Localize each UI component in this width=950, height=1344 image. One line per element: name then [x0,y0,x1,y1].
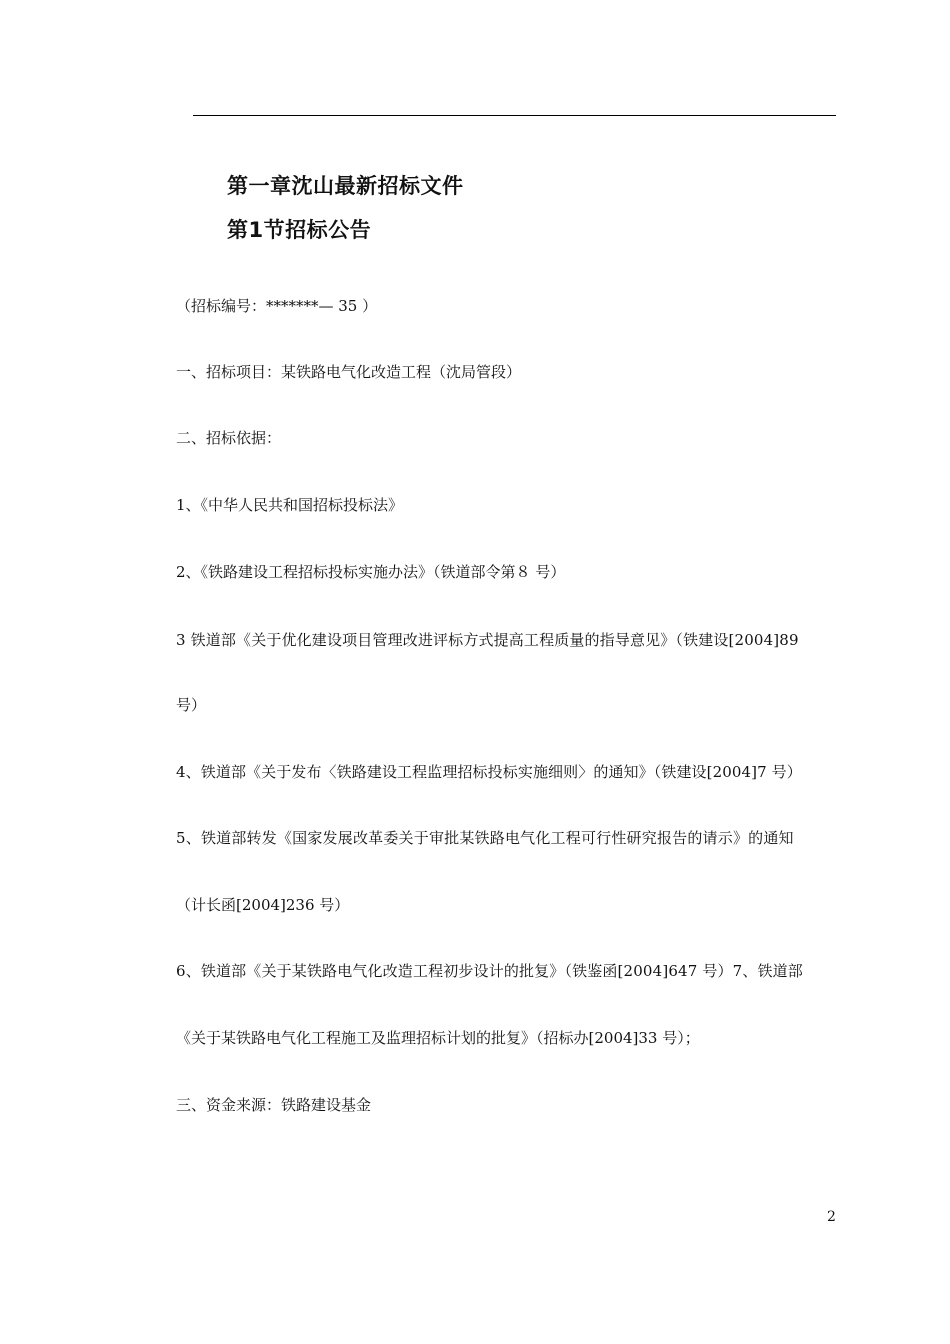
tender-basis-heading: 二、招标依据： [176,429,282,447]
basis-item-6-line-2: 《关于某铁路电气化工程施工及监理招标计划的批复》（招标办[2004]33 号）； [176,1029,700,1047]
funding-source: 三、资金来源：铁路建设基金 [176,1096,372,1114]
basis-item-5-line-2: （计长函[2004]236 号） [176,896,350,914]
basis-item-5-line-1: 5、铁道部转发《国家发展改革委关于审批某铁路电气化工程可行性研究报告的请示》的通知 [176,829,794,847]
basis-item-2: 2、《铁路建设工程招标投标实施办法》（铁道部令第８ 号） [176,563,566,581]
basis-item-1: 1、《中华人民共和国招标投标法》 [176,496,404,514]
section-title: 第1节招标公告 [227,218,372,242]
basis-item-3-line-2: 号） [176,696,207,714]
basis-item-6-line-1: 6、铁道部《关于某铁路电气化改造工程初步设计的批复》（铁鉴函[2004]647 号）7、铁道部 [176,962,803,980]
tender-project: 一、招标项目：某铁路电气化改造工程（沈局管段） [176,363,522,381]
basis-item-3-line-1: 3 铁道部《关于优化建设项目管理改进评标方式提高工程质量的指导意见》（铁建设[2004]89 [176,631,799,649]
tender-number: （招标编号：*******— 35 ） [176,297,378,315]
page-number: 2 [827,1209,836,1225]
header-rule [193,115,836,116]
basis-item-4: 4、铁道部《关于发布〈铁路建设工程监理招标投标实施细则〉的通知》（铁建设[2004]7 号） [176,763,802,781]
chapter-title: 第一章沈山最新招标文件 [227,174,464,198]
